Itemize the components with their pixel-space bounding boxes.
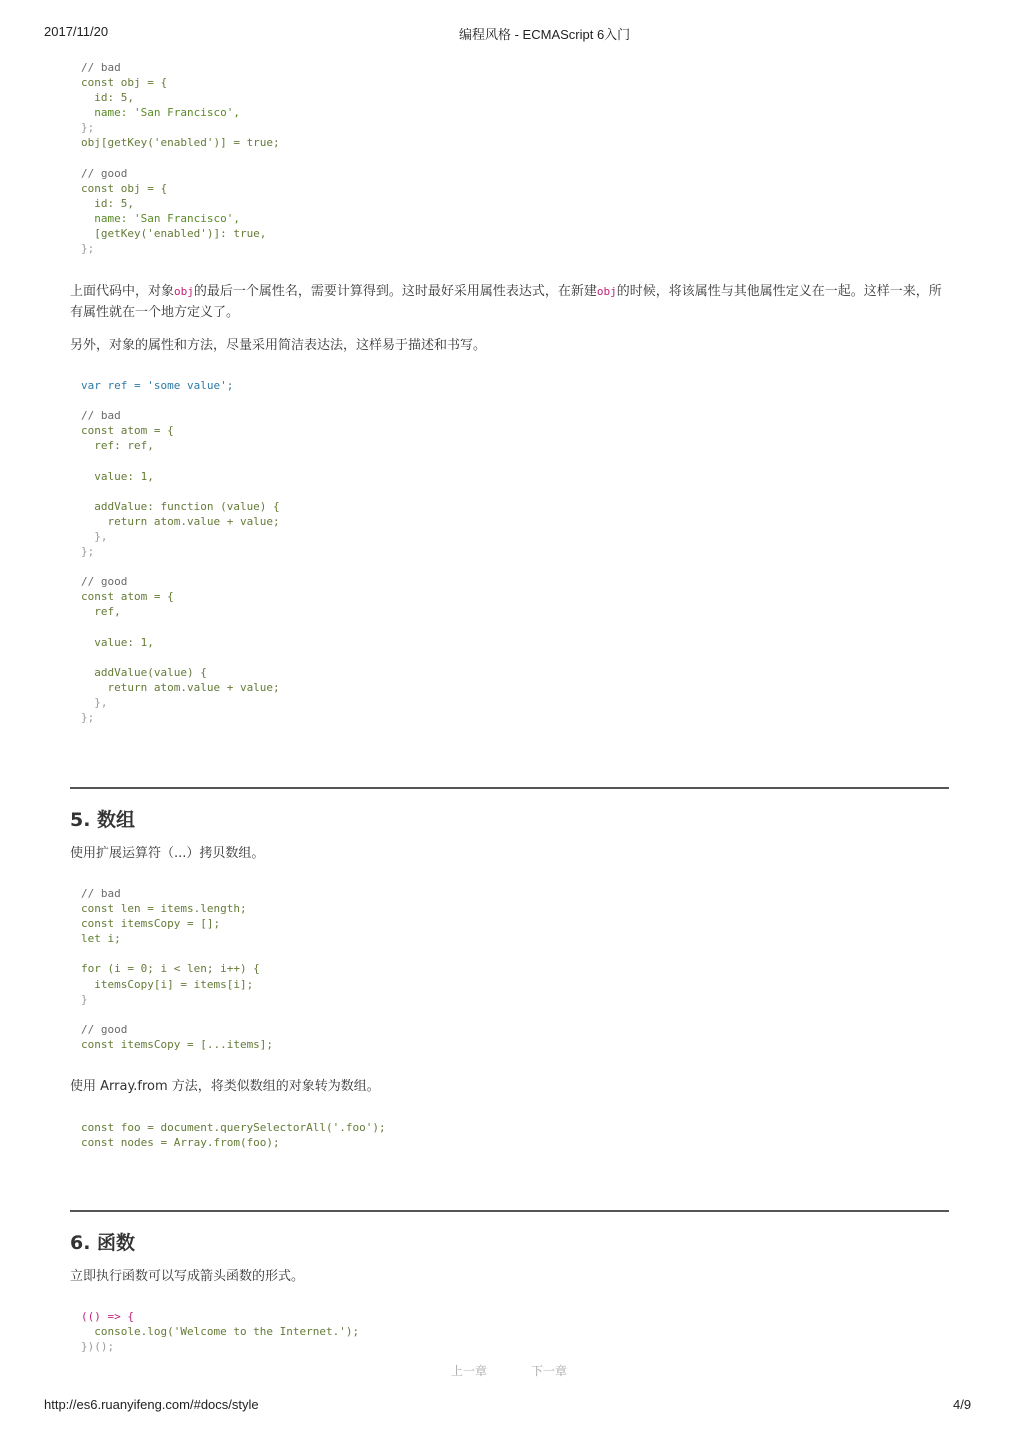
code-line: const obj = {	[81, 76, 168, 90]
code-line: // good	[81, 1022, 128, 1036]
code-line: const nodes = Array.from(foo);	[81, 1136, 280, 1150]
code-line: [getKey('enabled')]: true,	[81, 227, 267, 241]
code-line: var ref = 'some value';	[81, 379, 234, 392]
code-line: itemsCopy[i] = items[i];	[81, 977, 254, 991]
code-line: };	[81, 711, 95, 725]
page-number: 4/9	[953, 1397, 972, 1412]
code-line: const obj = {	[81, 181, 168, 195]
paragraph-shorthand: 另外，对象的属性和方法，尽量采用简洁表达法，这样易于描述和书写。	[70, 338, 487, 353]
code-line: console.log('Welcome to the Internet.');	[81, 1325, 360, 1339]
code-line: const itemsCopy = [...items];	[81, 1037, 274, 1051]
code-line: value: 1,	[81, 469, 154, 483]
inline-code: obj	[174, 285, 194, 298]
code-line: value: 1,	[81, 635, 154, 649]
code-line: // bad	[81, 61, 121, 74]
code-line: // good	[81, 166, 128, 180]
section-heading-arrays: 5. 数组	[70, 809, 136, 831]
code-line: id: 5,	[81, 196, 134, 210]
code-line: })();	[81, 1340, 115, 1354]
code-line: obj[getKey('enabled')] = true;	[81, 136, 280, 150]
code-line: name: 'San Francisco',	[81, 106, 240, 120]
text: 的时候，将该属性与其他属性定义在一起。这样一来，所有属性就在一个地方定义了。	[70, 284, 942, 320]
code-line: id: 5,	[81, 91, 134, 105]
print-date: 2017/11/20	[44, 24, 109, 39]
text: 的最后一个属性名，需要计算得到。这时最好采用属性表达式，在新建	[193, 284, 597, 299]
code-line: const atom = {	[81, 590, 174, 604]
section-divider	[70, 1210, 949, 1212]
code-line: return atom.value + value;	[81, 514, 280, 528]
code-line: ref: ref,	[81, 439, 154, 453]
code-line: (() => {	[81, 1310, 134, 1323]
section-divider	[70, 787, 949, 789]
code-block-computed-key	[81, 60, 280, 256]
code-line: const itemsCopy = [];	[81, 917, 221, 931]
code-line: ref,	[81, 605, 121, 619]
code-line: name: 'San Francisco',	[81, 211, 240, 225]
code-line: },	[81, 695, 108, 709]
code-block-iife	[81, 1309, 359, 1354]
paragraph-spread: 使用扩展运算符（...）拷贝数组。	[70, 846, 265, 861]
code-line: // bad	[81, 409, 121, 423]
code-line: addValue: function (value) {	[81, 499, 280, 513]
code-line: const foo = document.querySelectorAll('.foo');	[81, 1121, 386, 1134]
section-heading-functions: 6. 函数	[70, 1232, 136, 1254]
paragraph-computed-key	[70, 281, 950, 323]
code-line: };	[81, 121, 95, 135]
code-line: const atom = {	[81, 424, 174, 438]
code-line: // good	[81, 575, 128, 589]
code-line: let i;	[81, 932, 121, 946]
next-chapter-link[interactable]: 下一章	[531, 1364, 568, 1378]
prev-chapter-link[interactable]: 上一章	[451, 1364, 488, 1378]
code-line: };	[81, 242, 95, 256]
code-block-shorthand	[81, 378, 280, 725]
code-line: }	[81, 992, 88, 1006]
code-block-array-from	[81, 1120, 386, 1150]
code-line: };	[81, 545, 95, 559]
code-block-array-copy	[81, 886, 273, 1052]
code-line: },	[81, 529, 108, 543]
text: 上面代码中，对象	[70, 284, 175, 299]
paragraph-iife: 立即执行函数可以写成箭头函数的形式。	[70, 1269, 305, 1284]
inline-code: obj	[596, 285, 617, 298]
print-title: 编程风格 - ECMAScript 6入门	[459, 27, 631, 42]
code-line: addValue(value) {	[81, 665, 207, 679]
print-url: http://es6.ruanyifeng.com/#docs/style	[44, 1397, 259, 1412]
code-line: for (i = 0; i < len; i++) {	[81, 962, 260, 976]
code-line: const len = items.length;	[81, 902, 247, 916]
code-line: return atom.value + value;	[81, 680, 280, 694]
paragraph-array-from: 使用 Array.from 方法，将类似数组的对象转为数组。	[70, 1079, 380, 1094]
code-line: // bad	[81, 887, 121, 900]
